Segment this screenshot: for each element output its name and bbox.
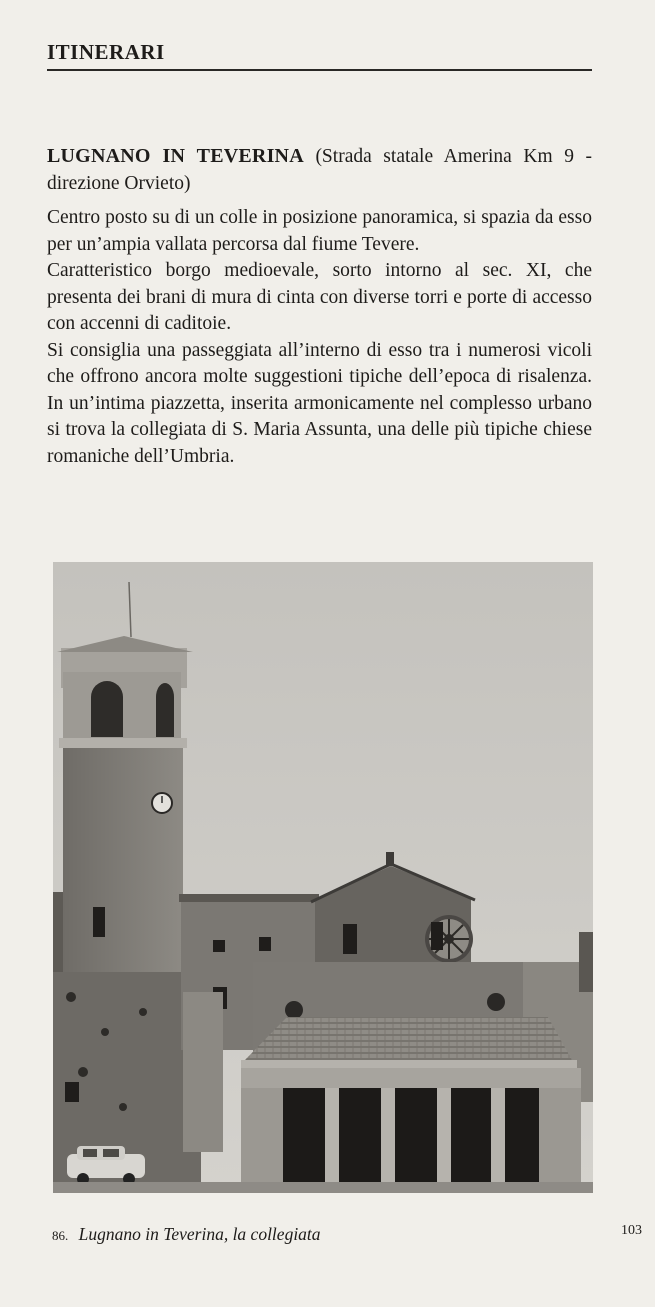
section-title: ITINERARI	[47, 40, 165, 64]
portico-roof	[243, 1017, 573, 1062]
article-heading	[47, 143, 592, 197]
collegiata-photo	[53, 562, 593, 1193]
article-paragraph-3: Si consiglia una passeggiata all’interno di esso tra i numerosi vicoli che offrono ancora molte suggestioni tipiche dell’epoca di risalenza. In un’intima piazzetta, inserita armonicamente nel complesso urbano si trova la collegiata di S. Maria Assunta, una delle più tipiche chiese romaniche dell’Umbria.	[47, 339, 592, 467]
article-paragraph-1: Centro posto su di un colle in posizione panoramica, si spazia da esso per un’ampia vallata percorsa dal fiume Tevere.	[47, 207, 592, 255]
ground	[53, 1182, 593, 1193]
article	[47, 143, 592, 470]
figure-caption-text: Lugnano in Teverina, la collegiata	[78, 1224, 321, 1244]
figure-number: 86.	[52, 1228, 69, 1243]
article-title: LUGNANO IN TEVERINA	[47, 145, 304, 167]
figure-caption	[52, 1224, 321, 1245]
portico	[241, 1068, 581, 1183]
page-number: 103	[621, 1223, 642, 1238]
article-paragraph-2: Caratteristico borgo medioevale, sorto intorno al sec. XI, che presenta dei brani di mura di cinta con diverse torri e porte di accesso con accenni di caditoie.	[47, 260, 592, 334]
section-divider	[47, 69, 592, 71]
article-subtitle: (Strada statale Amerina Km 9 - direzione Orvieto)	[47, 146, 593, 194]
bell-tower	[53, 636, 201, 1182]
